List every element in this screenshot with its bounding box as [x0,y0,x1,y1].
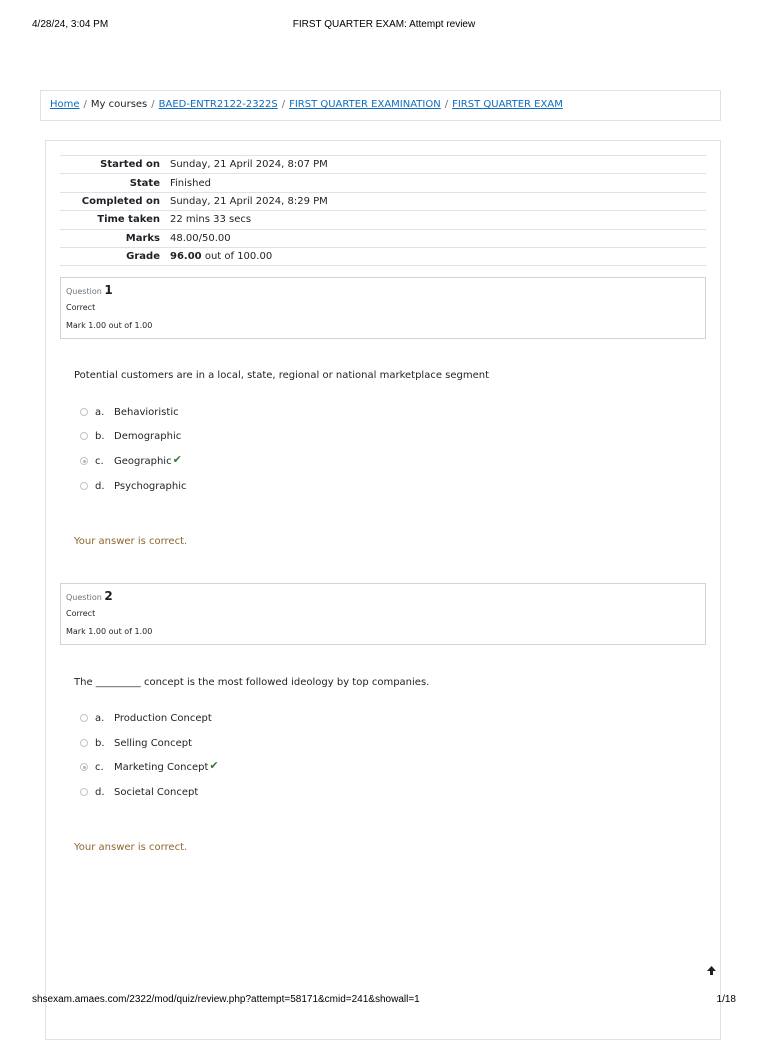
summary-row-time-taken [60,211,706,229]
checkmark-icon: ✔ [172,452,182,466]
breadcrumb-home-link[interactable]: Home [50,99,80,110]
print-datetime: 4/28/24, 3:04 PM [32,19,109,30]
summary-label: Started on [100,159,160,171]
option-letter: d. [95,480,105,492]
option-letter: d. [95,786,105,798]
option-text: Societal Concept [114,786,199,798]
print-header [0,19,768,33]
question-number: 1 [104,283,113,297]
option-letter: b. [95,737,105,749]
answer-option[interactable] [80,405,179,419]
question-text: The _________ concept is the most followed ideology by top companies. [74,677,430,688]
breadcrumb-separator: / [281,99,286,110]
breadcrumb [40,90,721,121]
print-footer [0,994,768,1008]
answer-option[interactable] [80,429,181,443]
breadcrumb-course-link[interactable]: BAED-ENTR2122-2322S [158,99,278,110]
option-text: Production Concept [114,712,212,724]
summary-value: 22 mins 33 secs [170,214,252,226]
breadcrumb-separator: / [444,99,449,110]
answer-option[interactable] [80,711,212,725]
question-info-box [60,583,706,645]
summary-value: Sunday, 21 April 2024, 8:07 PM [170,159,328,171]
summary-value [170,247,706,265]
summary-label: Completed on [81,195,160,207]
option-text: Demographic [114,430,182,442]
radio-button[interactable] [80,482,88,490]
attempt-summary-table [60,155,706,266]
grade-value: 96.00 [170,251,202,263]
breadcrumb-section-link[interactable]: FIRST QUARTER EXAMINATION [289,99,441,110]
summary-value: Sunday, 21 April 2024, 8:29 PM [170,195,328,207]
question-label: Question [66,593,102,602]
option-text: Selling Concept [114,737,193,749]
answer-option-selected[interactable] [80,454,182,468]
print-page-number: 1/18 [716,994,736,1005]
radio-button-selected[interactable] [80,763,88,771]
summary-row-completed [60,192,706,210]
question-number-line [66,589,705,605]
summary-label: Marks [125,232,160,244]
breadcrumb-separator: / [151,99,155,110]
answer-option[interactable] [80,785,198,799]
radio-button[interactable] [80,432,88,440]
question-mark: Mark 1.00 out of 1.00 [66,321,153,330]
answer-option[interactable] [80,736,192,750]
question-number-line [66,283,705,299]
option-letter: b. [95,430,105,442]
option-text: Behavioristic [114,406,179,418]
option-letter: a. [95,406,105,418]
summary-label: Grade [126,251,160,263]
breadcrumb-separator: / [83,99,87,110]
answer-option-selected[interactable] [80,760,219,774]
print-url: shsexam.amaes.com/2322/mod/quiz/review.php?attempt=58171&cmid=241&showall=1 [32,994,420,1005]
summary-row-started [60,156,706,174]
summary-label: Time taken [97,214,160,226]
option-letter: c. [95,761,104,773]
summary-value: 48.00/50.00 [170,232,231,244]
question-mark: Mark 1.00 out of 1.00 [66,627,153,636]
breadcrumb-my-courses: My courses [90,99,148,110]
option-text: Geographic [114,455,172,467]
radio-button[interactable] [80,714,88,722]
question-text: Potential customers are in a local, state, regional or national marketplace segment [74,370,490,381]
answer-feedback: Your answer is correct. [74,842,188,853]
summary-row-grade [60,247,706,265]
radio-button[interactable] [80,739,88,747]
option-text: Psychographic [114,480,187,492]
question-state: Correct [66,303,96,312]
radio-button[interactable] [80,408,88,416]
question-state: Correct [66,609,96,618]
summary-row-marks [60,229,706,247]
breadcrumb-quiz-link[interactable]: FIRST QUARTER EXAM [452,99,563,110]
print-title: FIRST QUARTER EXAM: Attempt review [292,19,476,30]
arrow-up-icon [706,965,717,980]
question-info-box [60,277,706,339]
option-letter: a. [95,712,105,724]
radio-button[interactable] [80,788,88,796]
question-number: 2 [104,589,113,603]
summary-value: Finished [170,177,211,189]
summary-row-state [60,174,706,192]
option-letter: c. [95,455,104,467]
answer-option[interactable] [80,479,187,493]
summary-label: State [129,177,160,189]
answer-feedback: Your answer is correct. [74,536,188,547]
grade-out-of: out of 100.00 [201,251,273,263]
checkmark-icon: ✔ [209,758,219,772]
option-text: Marketing Concept [114,761,209,773]
back-to-top-button[interactable] [702,963,720,981]
question-label: Question [66,287,102,296]
radio-button-selected[interactable] [80,457,88,465]
